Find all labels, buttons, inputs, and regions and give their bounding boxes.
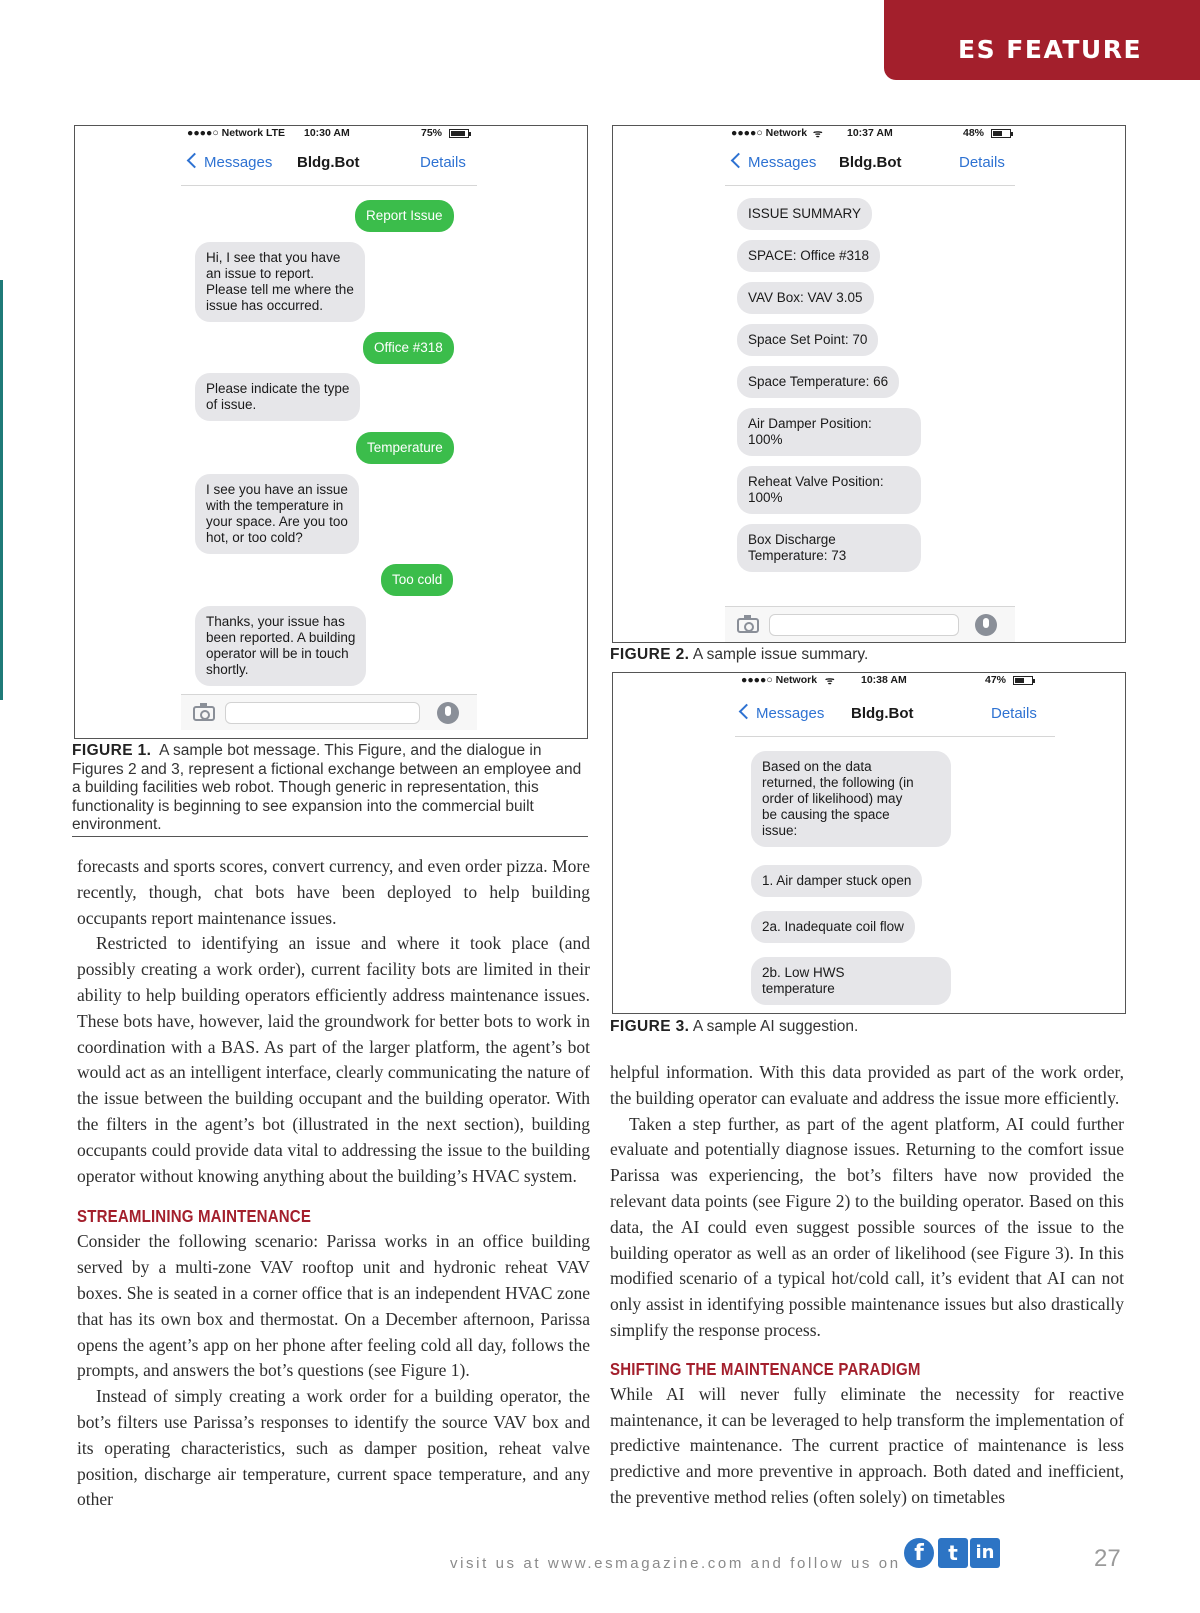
footer-text: visit us at www.esmagazine.com and follow us on	[450, 1555, 901, 1572]
figure-2	[612, 125, 1126, 643]
clock-label: 10:30 AM	[304, 127, 350, 139]
phone-screen	[181, 126, 477, 738]
battery-icon	[449, 129, 469, 138]
battery-label: 47%	[985, 674, 1007, 686]
page-number: 27	[1094, 1545, 1121, 1572]
bot-message: Hi, I see that you have an issue to report. Please tell me where the issue has occurred.	[195, 242, 365, 322]
bot-message: I see you have an issue with the temperature in your space. Are you too hot, or too cold?	[195, 474, 359, 554]
back-button[interactable]	[189, 154, 272, 171]
chevron-left-icon	[739, 704, 755, 720]
bot-message: Please indicate the type of issue.	[195, 373, 360, 421]
user-message: Too cold	[381, 564, 453, 596]
paragraph: Instead of simply creating a work order for a building operator, the bot’s filters use Parissa’s responses to identify the source VAV box and its operating characteristics, such as damper position, reheat valve position, discharge air temperature, current space temperature, and any other	[77, 1386, 590, 1510]
chat-title: Bldg.Bot	[839, 154, 902, 171]
camera-icon[interactable]	[193, 706, 215, 721]
figure-label: FIGURE 1.	[72, 742, 152, 759]
message-input-bar	[725, 606, 1015, 642]
caption-text: A sample AI suggestion.	[692, 1018, 859, 1035]
carrier-label: ●●●●○ Network LTE	[187, 127, 286, 139]
bot-message: Based on the data returned, the following (in order of likelihood) may be causing the space issue:	[751, 751, 951, 847]
back-button[interactable]	[733, 154, 816, 171]
left-edge-rule	[0, 280, 3, 700]
bot-message: 1. Air damper stuck open	[751, 865, 922, 897]
figure-1-caption	[72, 742, 590, 835]
carrier-label: ●●●●○ Network	[731, 127, 808, 139]
microphone-icon[interactable]	[437, 702, 459, 724]
status-bar	[181, 126, 477, 142]
carrier-label: ●●●●○ Network	[741, 674, 818, 686]
back-button[interactable]	[741, 705, 824, 722]
clock-label: 10:38 AM	[861, 674, 907, 686]
chat-navbar	[181, 142, 477, 186]
camera-icon[interactable]	[737, 618, 759, 633]
bot-message: Reheat Valve Position: 100%	[737, 466, 921, 514]
bot-message: Space Set Point: 70	[737, 324, 878, 356]
chevron-left-icon	[187, 153, 203, 169]
phone-screen	[725, 126, 1015, 642]
bot-message: Thanks, your issue has been reported. A building operator will be in touch shortly.	[195, 606, 366, 686]
figure-label: FIGURE 3.	[610, 1018, 690, 1035]
bot-message: ISSUE SUMMARY	[737, 198, 872, 230]
section-heading: STREAMLINING MAINTENANCE	[77, 1206, 312, 1227]
paragraph: Taken a step further, as part of the agent platform, AI could further evaluate and potentially diagnose issues. Returning to the comfort issue Parissa was experiencing, the bot’s filters have now provided the relevant data points (see Figure 2) to the building operator. Based on this data, the AI could even suggest possible sources of the issue to the building operator as well as an order of likelihood (see Figure 3). In this modified scenario of a typical hot/cold call, it’s evident that AI can not only assist in identifying possible maintenance issues but also drastically simplify the response process.	[610, 1113, 1124, 1340]
bot-message: VAV Box: VAV 3.05	[737, 282, 874, 314]
status-bar	[735, 673, 1055, 689]
figure-label: FIGURE 2.	[610, 646, 690, 663]
right-column	[610, 1060, 1124, 1511]
message-input-bar	[181, 694, 477, 730]
left-column	[77, 854, 590, 1513]
back-label: Messages	[204, 154, 273, 171]
figure-3-caption	[610, 1018, 1126, 1037]
chat-title: Bldg.Bot	[851, 705, 914, 722]
linkedin-icon[interactable]: in	[970, 1538, 1000, 1568]
bot-message: Air Damper Position: 100%	[737, 408, 921, 456]
caption-text: A sample bot message. This Figure, and the dialogue in Figures 2 and 3, represent a fictional exchange between an employee and a building facilities web robot. Though generic in representation, this functionality is beginning to see expansion into the commercial built environment.	[72, 742, 582, 833]
phone-screen	[735, 673, 1055, 1013]
back-label: Messages	[748, 154, 817, 171]
microphone-icon[interactable]	[975, 614, 997, 636]
bot-message: Box Discharge Temperature: 73	[737, 524, 921, 572]
chat-navbar	[725, 142, 1015, 186]
section-banner: ES FEATURE	[884, 0, 1200, 80]
battery-label: 75%	[421, 127, 443, 139]
wifi-icon: ᯤ	[825, 675, 835, 687]
user-message: Office #318	[363, 332, 454, 364]
message-input[interactable]	[769, 614, 959, 636]
clock-label: 10:37 AM	[847, 127, 893, 139]
battery-icon	[991, 129, 1011, 138]
battery-label: 48%	[963, 127, 985, 139]
back-label: Messages	[756, 705, 825, 722]
chevron-left-icon	[731, 153, 747, 169]
battery-icon	[1013, 676, 1033, 685]
caption-rule	[72, 836, 588, 837]
bot-message: 2b. Low HWS temperature	[751, 957, 951, 1005]
paragraph: Consider the following scenario: Parissa works in an office building served by a multi-zone VAV rooftop unit and hydronic reheat VAV boxes. She is seated in a corner office that is an independent HVAC zone that has its own box and thermostat. On a December afternoon, Parissa opens the agent’s app on her phone after feeling cold all day, follows the prompts, and answers the bot’s questions (see Figure 1).	[77, 1231, 590, 1381]
figure-3	[612, 672, 1126, 1014]
twitter-icon[interactable]: t	[938, 1538, 968, 1568]
message-input[interactable]	[225, 702, 420, 724]
user-message: Report Issue	[355, 200, 454, 232]
details-button[interactable]: Details	[959, 154, 1005, 171]
paragraph: forecasts and sports scores, convert currency, and even order pizza. More recently, though, chat bots have been deployed to help building occupants report maintenance issues.	[77, 856, 590, 928]
bot-message: SPACE: Office #318	[737, 240, 880, 272]
facebook-icon[interactable]: f	[904, 1538, 934, 1568]
details-button[interactable]: Details	[420, 154, 466, 171]
wifi-icon: ᯤ	[813, 128, 823, 140]
caption-text: A sample issue summary.	[692, 646, 869, 663]
status-bar	[725, 126, 1015, 142]
figure-1	[74, 125, 588, 739]
figure-2-caption	[610, 646, 1126, 665]
bot-message: Space Temperature: 66	[737, 366, 899, 398]
bot-message: 2a. Inadequate coil flow	[751, 911, 915, 943]
chat-title: Bldg.Bot	[297, 154, 360, 171]
details-button[interactable]: Details	[991, 705, 1037, 722]
chat-navbar	[735, 689, 1055, 737]
paragraph: Restricted to identifying an issue and where it took place (and possibly creating a work order), current facility bots are limited in their ability to help building operators efficiently address maintenance issues. These bots have, however, laid the groundwork for better bots to work in coordination with a BAS. As part of the larger platform, the agent’s bot would act as an intelligent interface, clearly communicating the nature of the issue between the building occupant and the building operator. With the filters in the agent’s bot (illustrated in the next section), building occupants could provide data vital to addressing the issue to the building operator without knowing anything about the building’s HVAC system.	[77, 933, 590, 1186]
user-message: Temperature	[356, 432, 454, 464]
paragraph: helpful information. With this data provided as part of the work order, the building operator can evaluate and address the issue more efficiently.	[610, 1062, 1124, 1108]
paragraph: While AI will never fully eliminate the necessity for reactive maintenance, it can be leveraged to help transform the implementation of predictive maintenance. The current practice of maintenance is less predictive and more preventive in approach. Both dated and inefficient, the preventive method relies (often solely) on timetables	[610, 1383, 1124, 1507]
section-heading: SHIFTING THE MAINTENANCE PARADIGM	[610, 1358, 921, 1379]
